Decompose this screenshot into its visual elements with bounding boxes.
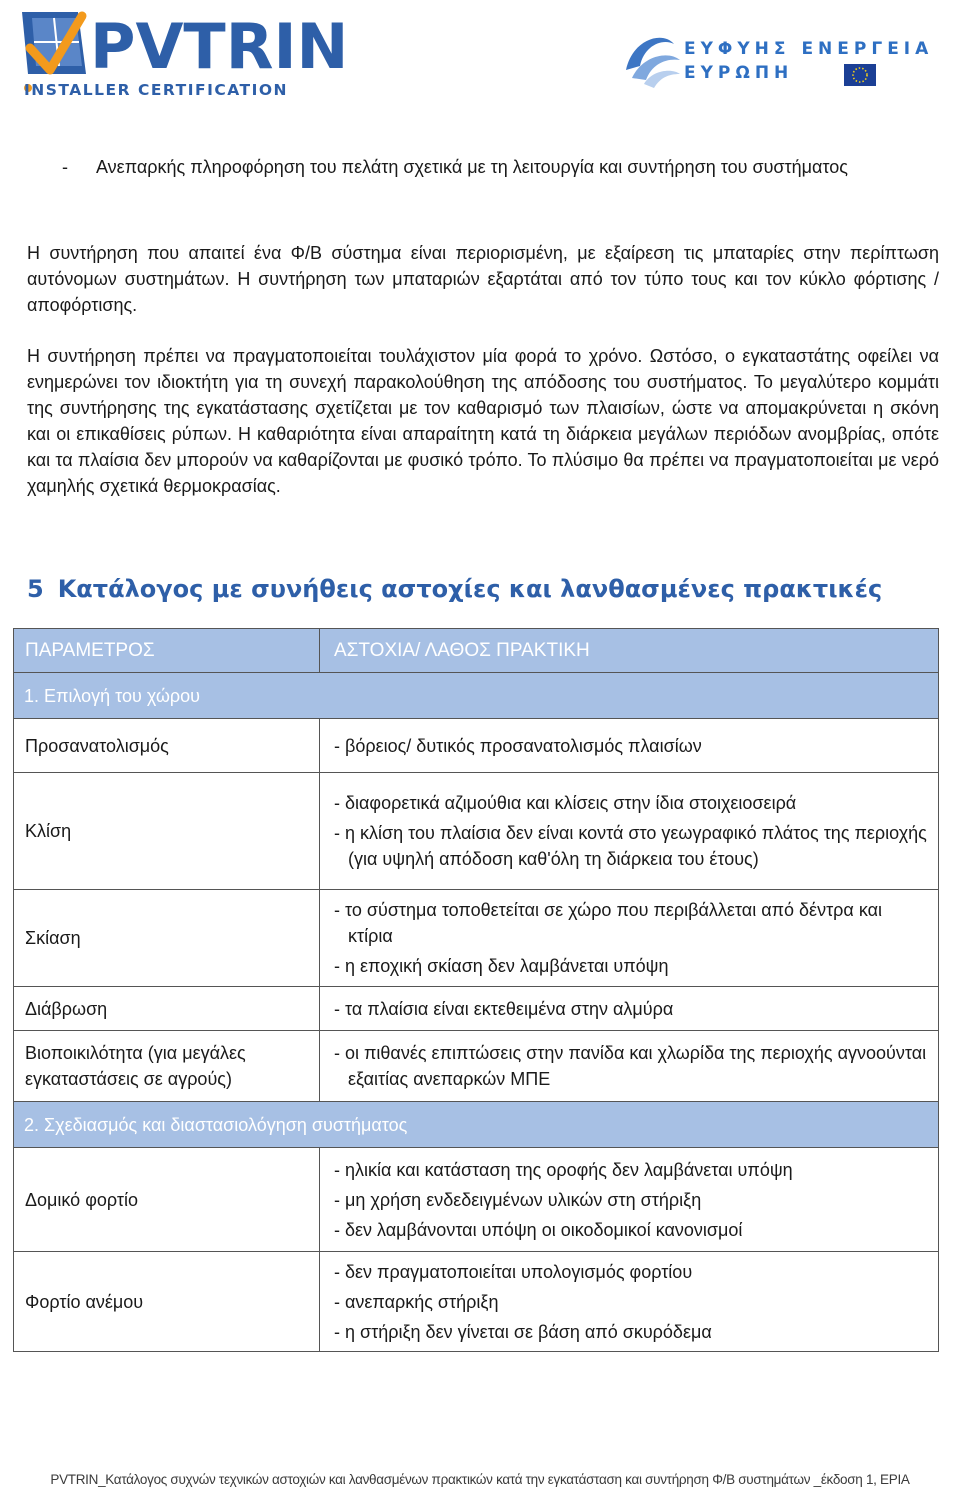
failure-item: - οι πιθανές επιπτώσεις στην πανίδα και χλωρίδα της περιοχής αγνοούνται εξαιτίας ανεπαρκών ΜΠΕ: [334, 1043, 927, 1089]
param-cell: Κλίση: [14, 773, 320, 890]
failure-item: - το σύστημα τοποθετείται σε χώρο που περιβάλλεται από δέντρα και κτίρια: [334, 900, 883, 946]
desc-cell: [320, 773, 939, 890]
solar-panel-icon: [22, 12, 86, 92]
column-header-param: ΠΑΡΑΜΕΤΡΟΣ: [14, 629, 320, 673]
bullet-text: Ανεπαρκής πληροφόρηση του πελάτη σχετικά με τη λειτουργία και συντήρηση του συστήματος: [96, 157, 848, 177]
failure-item: - δεν λαμβάνονται υπόψη οι οικοδομικοί κανονισμοί: [334, 1219, 743, 1240]
param-cell: Προσανατολισμός: [14, 719, 320, 773]
paragraph-maintenance-intro: Η συντήρηση που απαιτεί ένα Φ/Β σύστημα είναι περιορισμένη, με εξαίρεση τις μπαταρίες στην περίπτωση αυτόνομων συστημάτων. Η συντήρηση των μπαταριών εξαρτάται από τον τύπο τους και τον κύκλο φόρτισης / αποφόρτισης.: [27, 243, 939, 315]
table-header-row: [14, 629, 939, 673]
table-group-row: [14, 1102, 939, 1148]
group-title: 2. Σχεδιασμός και διαστασιολόγηση συστήματος: [14, 1102, 939, 1148]
logo-tagline-text: INSTALLER CERTIFICATION: [24, 81, 288, 99]
desc-cell: [320, 987, 939, 1031]
failure-item: - η κλίση του πλαίσια δεν είναι κοντά στο γεωγραφικό πλάτος της περιοχής (για υψηλή απόδοση καθ'όλη τη διάρκεια του έτους): [334, 823, 927, 869]
desc-cell: [320, 890, 939, 987]
param-cell: Φορτίο ανέμου: [14, 1252, 320, 1352]
swirl-icon: [626, 38, 680, 88]
group-title: 1. Επιλογή του χώρου: [14, 673, 939, 719]
table-group-row: [14, 673, 939, 719]
param-cell: Δομικό φορτίο: [14, 1148, 320, 1252]
desc-cell: [320, 1252, 939, 1352]
section-title: Κατάλογος με συνήθεις αστοχίες και λανθασμένες πρακτικές: [57, 575, 883, 603]
param-cell: Σκίαση: [14, 890, 320, 987]
section-heading: [27, 575, 882, 603]
table-row: [14, 890, 939, 987]
logo-line1-text: ΕΥΦΥΗΣ ΕΝΕΡΓΕΙΑ: [684, 39, 934, 59]
failure-item: - μη χρήση ενδεδειγμένων υλικών στη στήριξη: [334, 1189, 702, 1210]
pvtrin-logo: [20, 8, 349, 99]
bullet-item: [62, 153, 942, 181]
desc-cell: [320, 1031, 939, 1102]
table-row: [14, 719, 939, 773]
bullet-dash: -: [62, 157, 68, 177]
failure-item: - τα πλαίσια είναι εκτεθειμένα στην αλμύρα: [334, 998, 674, 1019]
table-row: [14, 773, 939, 890]
failure-item: - ηλικία και κατάσταση της οροφής δεν λαμβάνεται υπόψη: [334, 1159, 793, 1180]
table-row: [14, 1252, 939, 1352]
intelligent-energy-europe-logo: [622, 30, 957, 90]
paragraph-maintenance-frequency: Η συντήρηση πρέπει να πραγματοποιείται τουλάχιστον μία φορά το χρόνο. Ωστόσο, ο εγκαταστάτης οφείλει να ενημερώνει τον ιδιοκτήτη για τη συνεχή παρακολούθηση της απόδοσης του συστήματος. Το μεγαλύτερο κομμάτι της συντήρησης της εγκατάστασης σχετίζεται με τον καθαρισμό των πλαισίων, ώστε να απομακρύνεται η σκόνη και οι επικαθίσεις ρύπων. Η καθαριότητα είναι απαραίτητη κατά τη διάρκεια μεγάλων περιόδων ανομβρίας, οπότε και τα πλαίσια δεν μπορούν να καθαρίζονται με φυσικό τρόπο. Το πλύσιμο θα πρέπει να πραγματοποιείται με νερό χαμηλής σχετικά θερμοκρασίας.: [27, 346, 939, 496]
page-footer: PVTRIN_Κατάλογος συχνών τεχνικών αστοχιών και λανθασμένων πρακτικών κατά την εγκατάσταση και συντήρηση Φ/Β συστημάτων _έκδοση 1, ΕΡΙΑ: [50, 1472, 910, 1487]
failure-item: - ανεπαρκής στήριξη: [334, 1291, 499, 1312]
failure-item: - δεν πραγματοποιείται υπολογισμός φορτίου: [334, 1261, 693, 1282]
failure-item: - η εποχική σκίαση δεν λαμβάνεται υπόψη: [334, 956, 669, 976]
column-header-desc: ΑΣΤΟΧΙΑ/ ΛΑΘΟΣ ΠΡΑΚΤΙΚΗ: [320, 629, 939, 673]
failure-item: - η στήριξη δεν γίνεται σε βάση από σκυρόδεμα: [334, 1321, 712, 1342]
desc-cell: [320, 1148, 939, 1252]
table-row: [14, 1031, 939, 1102]
table-row: [14, 987, 939, 1031]
failure-item: - διαφορετικά αζιμούθια και κλίσεις στην ίδια στοιχειοσειρά: [334, 793, 797, 813]
param-cell: Βιοποικιλότητα (για μεγάλες εγκαταστάσεις σε αγρούς): [14, 1031, 320, 1102]
failures-table: [13, 628, 939, 1352]
logo-line2-text: ΕΥΡΩΠΗ: [684, 63, 794, 83]
section-number: 5: [27, 575, 44, 603]
failure-item: - βόρειος/ δυτικός προσανατολισμός πλαισίων: [334, 735, 702, 756]
logo-brand-text: PVTRIN: [90, 10, 349, 83]
desc-cell: [320, 719, 939, 773]
eu-flag-icon: [844, 64, 876, 86]
table-row: [14, 1148, 939, 1252]
param-cell: Διάβρωση: [14, 987, 320, 1031]
